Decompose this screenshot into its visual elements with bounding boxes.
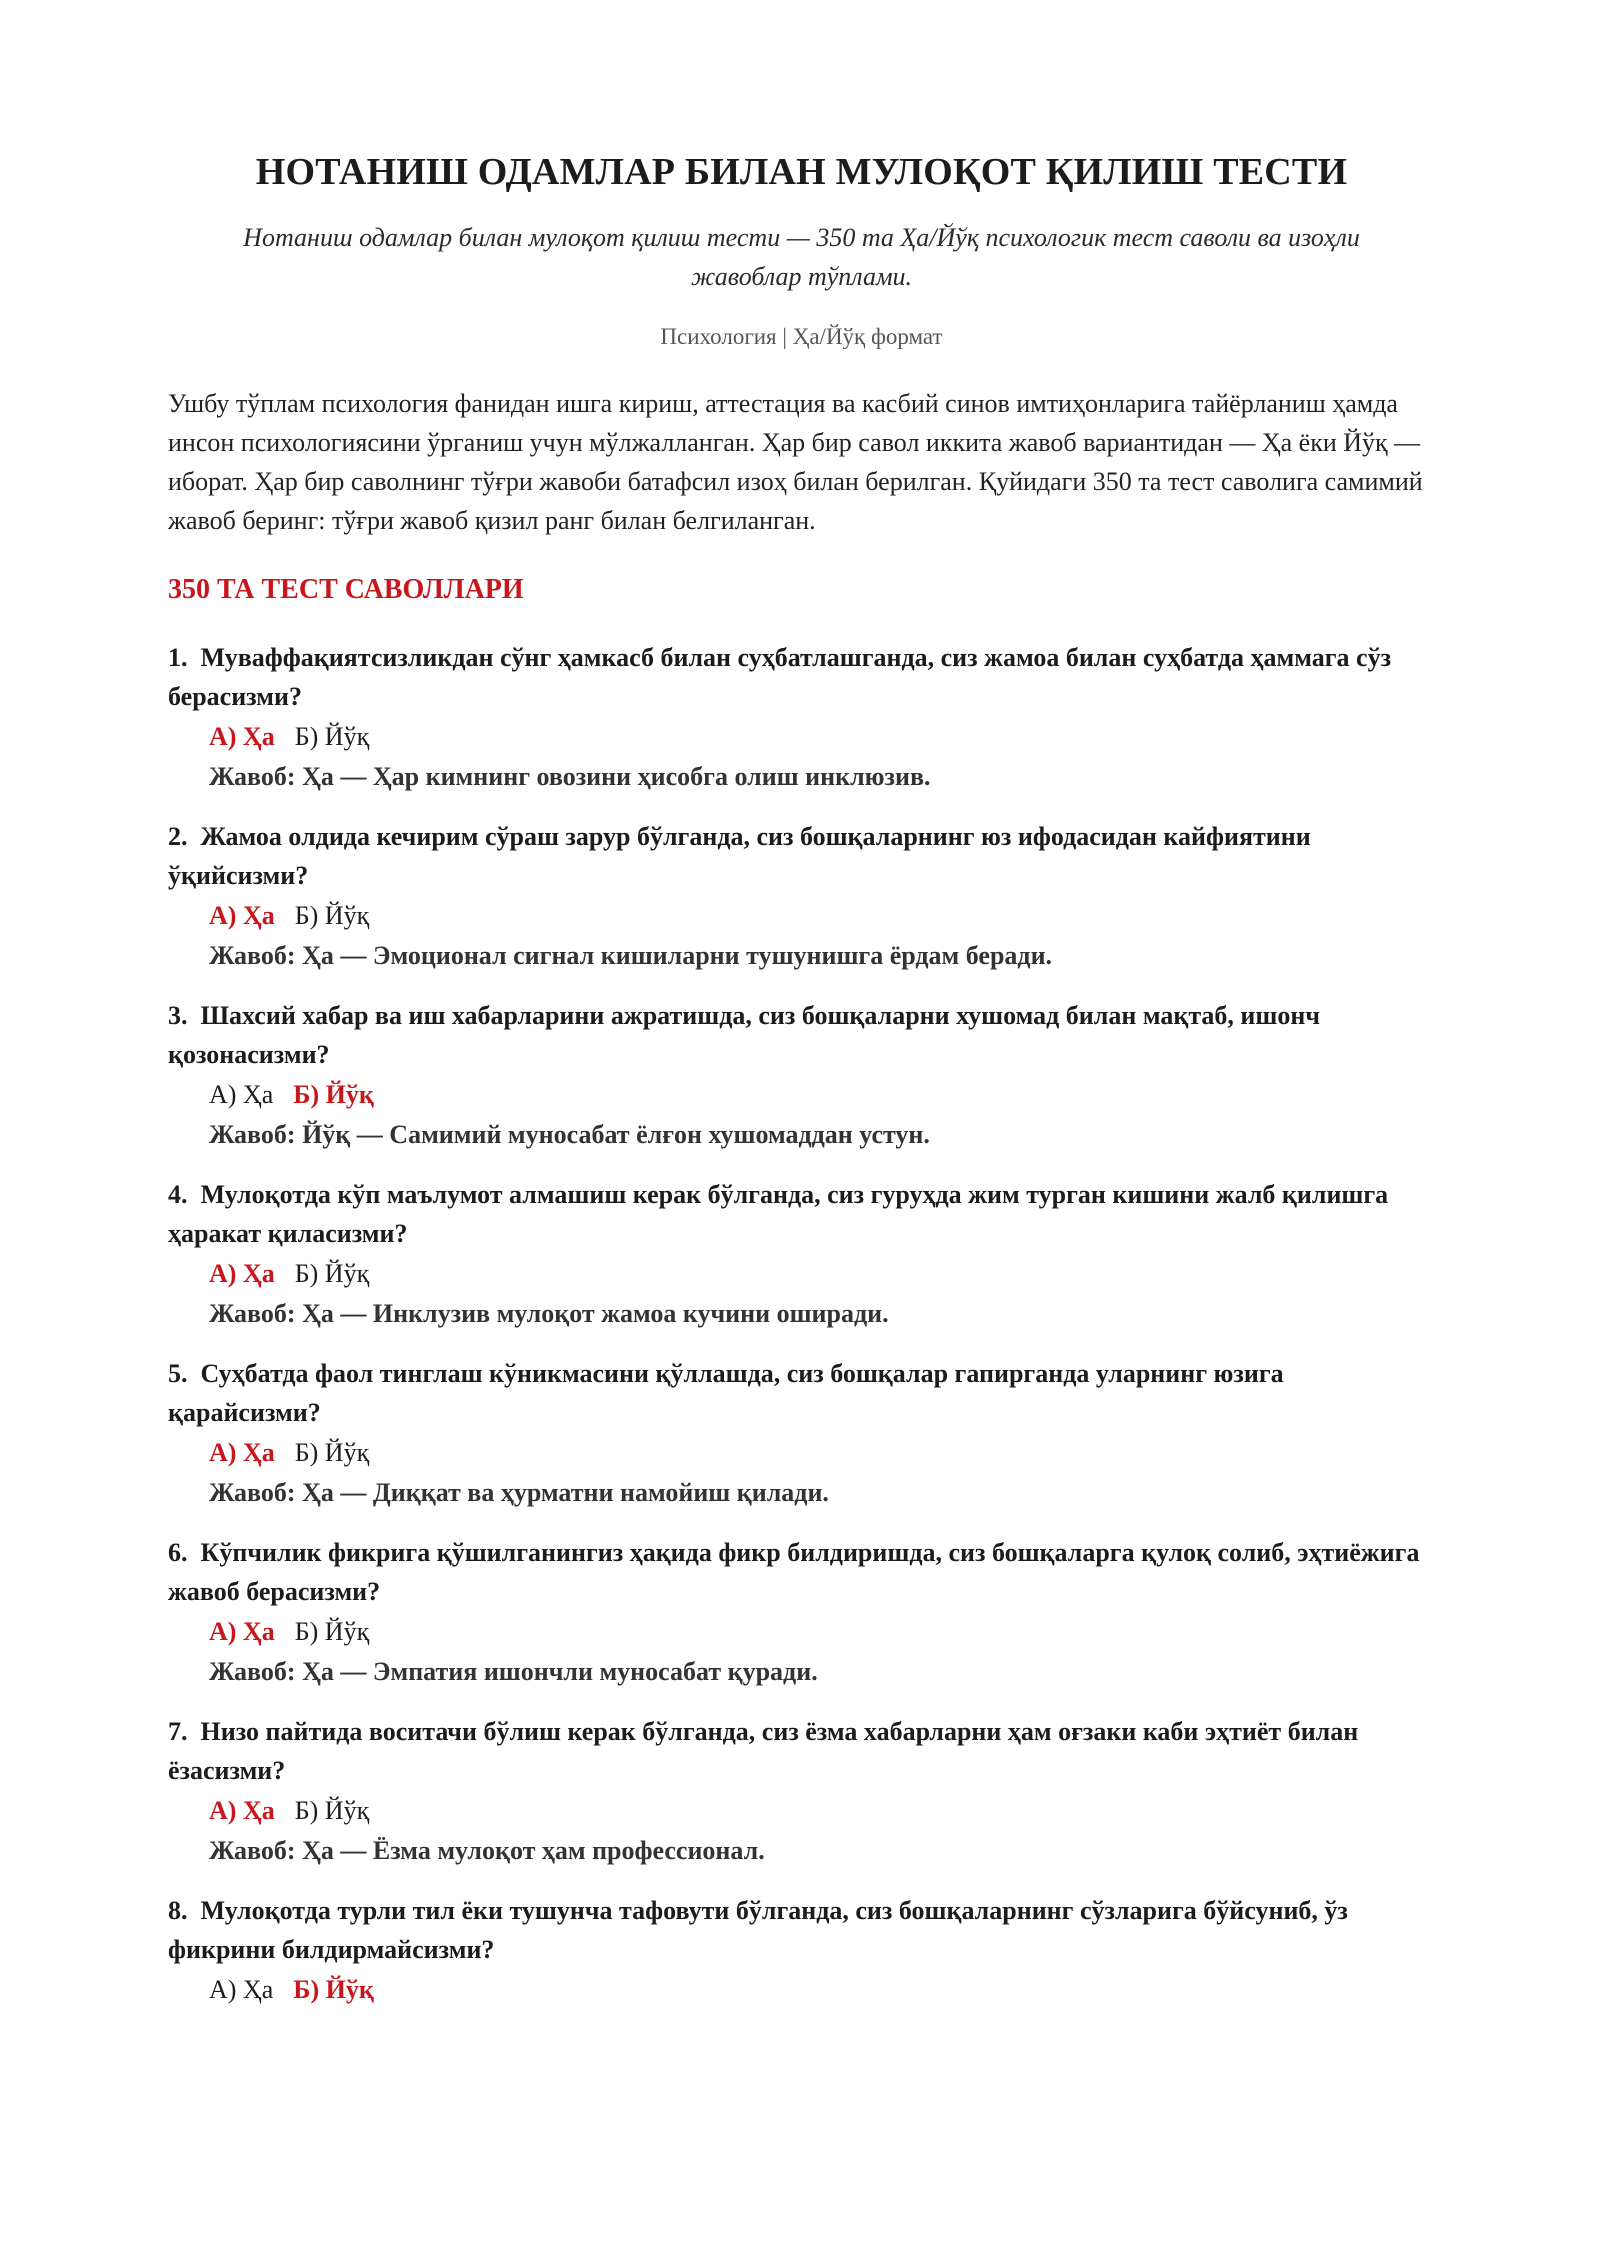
section-heading: 350 ТА ТЕСТ САВОЛЛАРИ: [168, 574, 524, 605]
question-item: [168, 1712, 1435, 1871]
question-answer: Жавоб: Ҳа — Ёзма мулоқот ҳам профессионал.: [209, 1836, 765, 1865]
option-b[interactable]: Б) Йўқ: [293, 1975, 374, 2004]
option-a[interactable]: А) Ҳа: [209, 1080, 274, 1109]
question-body: Мулоқотда кўп маълумот алмашиш керак бўлганда, сиз гуруҳда жим турган кишини жалб қилишга ҳаракат қиласизми?: [168, 1180, 1389, 1248]
question-item: [168, 1175, 1435, 1334]
question-number: 2.: [168, 822, 188, 851]
question-answer: Жавоб: Ҳа — Эмоционал сигнал кишиларни тушунишга ёрдам беради.: [209, 941, 1053, 970]
question-item: [168, 1354, 1435, 1513]
question-options: [168, 1075, 1435, 1115]
question-body: Шахсий хабар ва иш хабарларини ажратишда, сиз бошқаларни хушомад билан мақтаб, ишонч қозонасизми?: [168, 1001, 1321, 1069]
option-a[interactable]: А) Ҳа: [209, 722, 275, 751]
question-text: [168, 1533, 1435, 1611]
question-options: [168, 1970, 1435, 2010]
question-body: Муваффақиятсизликдан сўнг ҳамкасб билан суҳбатлашганда, сиз жамоа билан суҳбатда ҳаммага сўз берасизми?: [168, 643, 1392, 711]
question-text: [168, 1891, 1435, 1969]
question-body: Кўпчилик фикрига қўшилганингиз ҳақида фикр билдиришда, сиз бошқаларга қулоқ солиб, эҳтиёжига жавоб берасизми?: [168, 1538, 1420, 1606]
question-options: [168, 896, 1435, 936]
question-item: [168, 1891, 1435, 2010]
option-b[interactable]: Б) Йўқ: [294, 901, 370, 930]
question-text: [168, 1712, 1435, 1790]
document-title: НОТАНИШ ОДАМЛАР БИЛАН МУЛОҚОТ ҚИЛИШ ТЕСТИ: [255, 151, 1348, 193]
option-a[interactable]: А) Ҳа: [209, 1796, 275, 1825]
option-b[interactable]: Б) Йўқ: [294, 1617, 370, 1646]
question-item: [168, 817, 1435, 976]
question-answer: Жавоб: Ҳа — Инклузив мулоқот жамоа кучини оширади.: [209, 1299, 889, 1328]
document-intro: Ушбу тўплам психология фанидан ишга кириш, аттестация ва касбий синов имтиҳонларига тайёрланиш ҳамда инсон психологиясини ўрганиш учун мўлжалланган. Ҳар бир савол иккита жавоб вариантидан — Ҳа ёки Йўқ — иборат. Ҳар бир саволнинг тўғри жавоби батафсил изоҳ билан берилган. Қуйидаги 350 та тест саволига самимий жавоб беринг: тўғри жавоб қизил ранг билан белгиланган.: [168, 389, 1423, 535]
question-options: [168, 1612, 1435, 1652]
question-text: [168, 817, 1435, 895]
question-text: [168, 996, 1435, 1074]
question-number: 7.: [168, 1717, 188, 1746]
question-text: [168, 638, 1435, 716]
question-list: [168, 638, 1435, 2010]
option-a[interactable]: А) Ҳа: [209, 1617, 275, 1646]
question-options: [168, 717, 1435, 757]
question-item: [168, 996, 1435, 1155]
question-body: Мулоқотда турли тил ёки тушунча тафовути бўлганда, сиз бошқаларнинг сўзларига бўйсуниб, ўз фикрини билдирмайсизми?: [168, 1896, 1348, 1964]
option-a[interactable]: А) Ҳа: [209, 901, 275, 930]
question-text: [168, 1175, 1435, 1253]
question-body: Суҳбатда фаол тинглаш кўникмасини қўллашда, сиз бошқалар гапирганда уларнинг юзига қарайсизми?: [168, 1359, 1284, 1427]
question-text: [168, 1354, 1435, 1432]
question-body: Низо пайтида воситачи бўлиш керак бўлганда, сиз ёзма хабарларни ҳам оғзаки каби эҳтиёт билан ёзасизми?: [168, 1717, 1359, 1785]
document-subtitle: Нотаниш одамлар билан мулоқот қилиш тести — 350 та Ҳа/Йўқ психологик тест саволи ва изоҳли жавоблар тўплами.: [243, 223, 1360, 291]
question-options: [168, 1791, 1435, 1831]
document-meta: Психология | Ҳа/Йўқ формат: [660, 324, 943, 349]
question-answer: Жавоб: Йўқ — Самимий муносабат ёлғон хушомаддан устун.: [209, 1120, 930, 1149]
question-number: 4.: [168, 1180, 188, 1209]
question-body: Жамоа олдида кечирим сўраш зарур бўлганда, сиз бошқаларнинг юз ифодасидан кайфиятини ўқийсизми?: [168, 822, 1311, 890]
option-b[interactable]: Б) Йўқ: [294, 1796, 370, 1825]
option-a[interactable]: А) Ҳа: [209, 1975, 274, 2004]
question-answer: Жавоб: Ҳа — Ҳар кимнинг овозини ҳисобга олиш инклюзив.: [209, 762, 931, 791]
option-b[interactable]: Б) Йўқ: [293, 1080, 374, 1109]
question-options: [168, 1433, 1435, 1473]
option-b[interactable]: Б) Йўқ: [294, 1438, 370, 1467]
question-item: [168, 638, 1435, 797]
question-options: [168, 1254, 1435, 1294]
question-number: 6.: [168, 1538, 188, 1567]
question-item: [168, 1533, 1435, 1692]
question-answer: Жавоб: Ҳа — Эмпатия ишончли муносабат қуради.: [209, 1657, 818, 1686]
question-number: 3.: [168, 1001, 188, 1030]
question-number: 1.: [168, 643, 188, 672]
question-number: 5.: [168, 1359, 188, 1388]
option-a[interactable]: А) Ҳа: [209, 1438, 275, 1467]
option-b[interactable]: Б) Йўқ: [294, 722, 370, 751]
question-answer: Жавоб: Ҳа — Диққат ва ҳурматни намойиш қилади.: [209, 1478, 829, 1507]
option-b[interactable]: Б) Йўқ: [294, 1259, 370, 1288]
question-number: 8.: [168, 1896, 188, 1925]
option-a[interactable]: А) Ҳа: [209, 1259, 275, 1288]
